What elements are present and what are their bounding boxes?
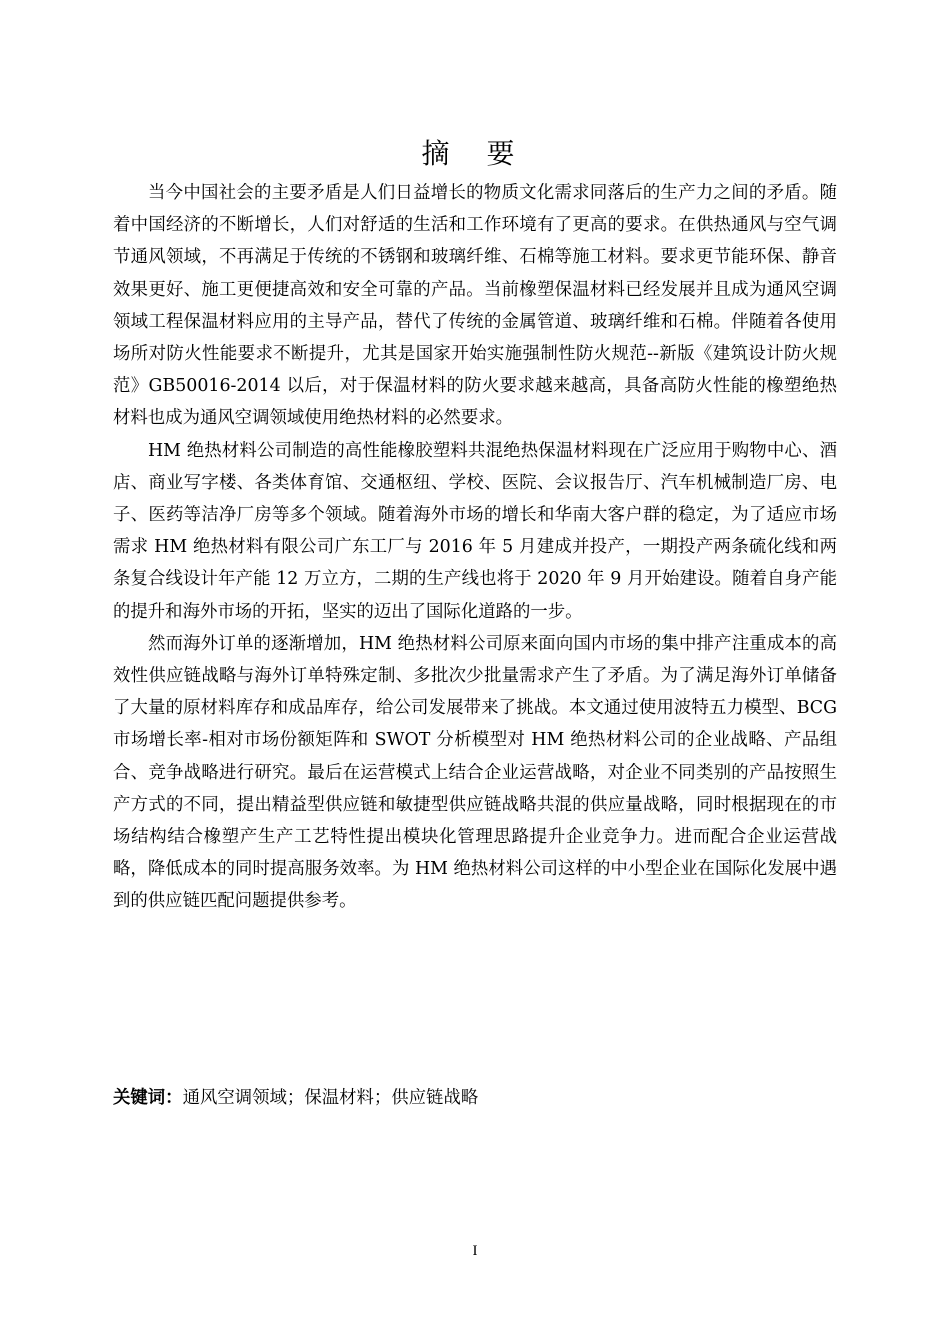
abstract-paragraph-2: HM 绝热材料公司制造的高性能橡胶塑料共混绝热保温材料现在广泛应用于购物中心、酒店、商业写字楼、各类体育馆、交通枢纽、学校、医院、会议报告厅、汽车机械制造厂房、电子、医药等洁净厂房等多个领域。随着海外市场的增长和华南大客户群的稳定，为了适应市场需求 HM 绝热材料有限公司广东工厂与 2016 年 5 月建成并投产，一期投产两条硫化线和两条复合线设计年产能 12 万立方，二期的生产线也将于 2020 年 9 月开始建设。随着自身产能的提升和海外市场的开拓，坚实的迈出了国际化道路的一步。	[113, 440, 837, 622]
keywords-text: 通风空调领域；保温材料；供应链战略	[182, 1088, 479, 1108]
abstract-paragraph-3: 然而海外订单的逐渐增加，HM 绝热材料公司原来面向国内市场的集中排产注重成本的高效性供应链战略与海外订单特殊定制、多批次少批量需求产生了矛盾。为了满足海外订单储备了大量的原材料库存和成品库存，给公司发展带来了挑战。本文通过使用波特五力模型、BCG 市场增长率-相对市场份额矩阵和 SWOT 分析模型对 HM 绝热材料公司的企业战略、产品组合、竞争战略进行研究。最后在运营模式上结合企业运营战略，对企业不同类别的产品按照生产方式的不同，提出精益型供应链和敏捷型供应链战略共混的供应量战略，同时根据现在的市场结构结合橡塑产生产工艺特性提出模块化管理思路提升企业竞争力。进而配合企业运营战略，降低成本的同时提高服务效率。为 HM 绝热材料公司这样的中小型企业在国际化发展中遇到的供应链匹配问题提供参考。	[113, 633, 837, 912]
page-title: 摘 要	[421, 137, 529, 170]
keywords-line	[113, 1082, 478, 1114]
abstract-body	[113, 177, 837, 918]
page-number: I	[472, 1243, 478, 1259]
keywords-label: 关键词：	[113, 1088, 183, 1108]
abstract-paragraph-1: 当今中国社会的主要矛盾是人们日益增长的物质文化需求同落后的生产力之间的矛盾。随着中国经济的不断增长，人们对舒适的生活和工作环境有了更高的要求。在供热通风与空气调节通风领域，不再满足于传统的不锈钢和玻璃纤维、石棉等施工材料。要求更节能环保、静音效果更好、施工更便捷高效和安全可靠的产品。当前橡塑保温材料已经发展并且成为通风空调领域工程保温材料应用的主导产品，替代了传统的金属管道、玻璃纤维和石棉。伴随着各使用场所对防火性能要求不断提升，尤其是国家开始实施强制性防火规范--新版《建筑设计防火规范》GB50016-2014 以后，对于保温材料的防火要求越来越高，具备高防火性能的橡塑绝热材料也成为通风空调领域使用绝热材料的必然要求。	[113, 183, 837, 429]
